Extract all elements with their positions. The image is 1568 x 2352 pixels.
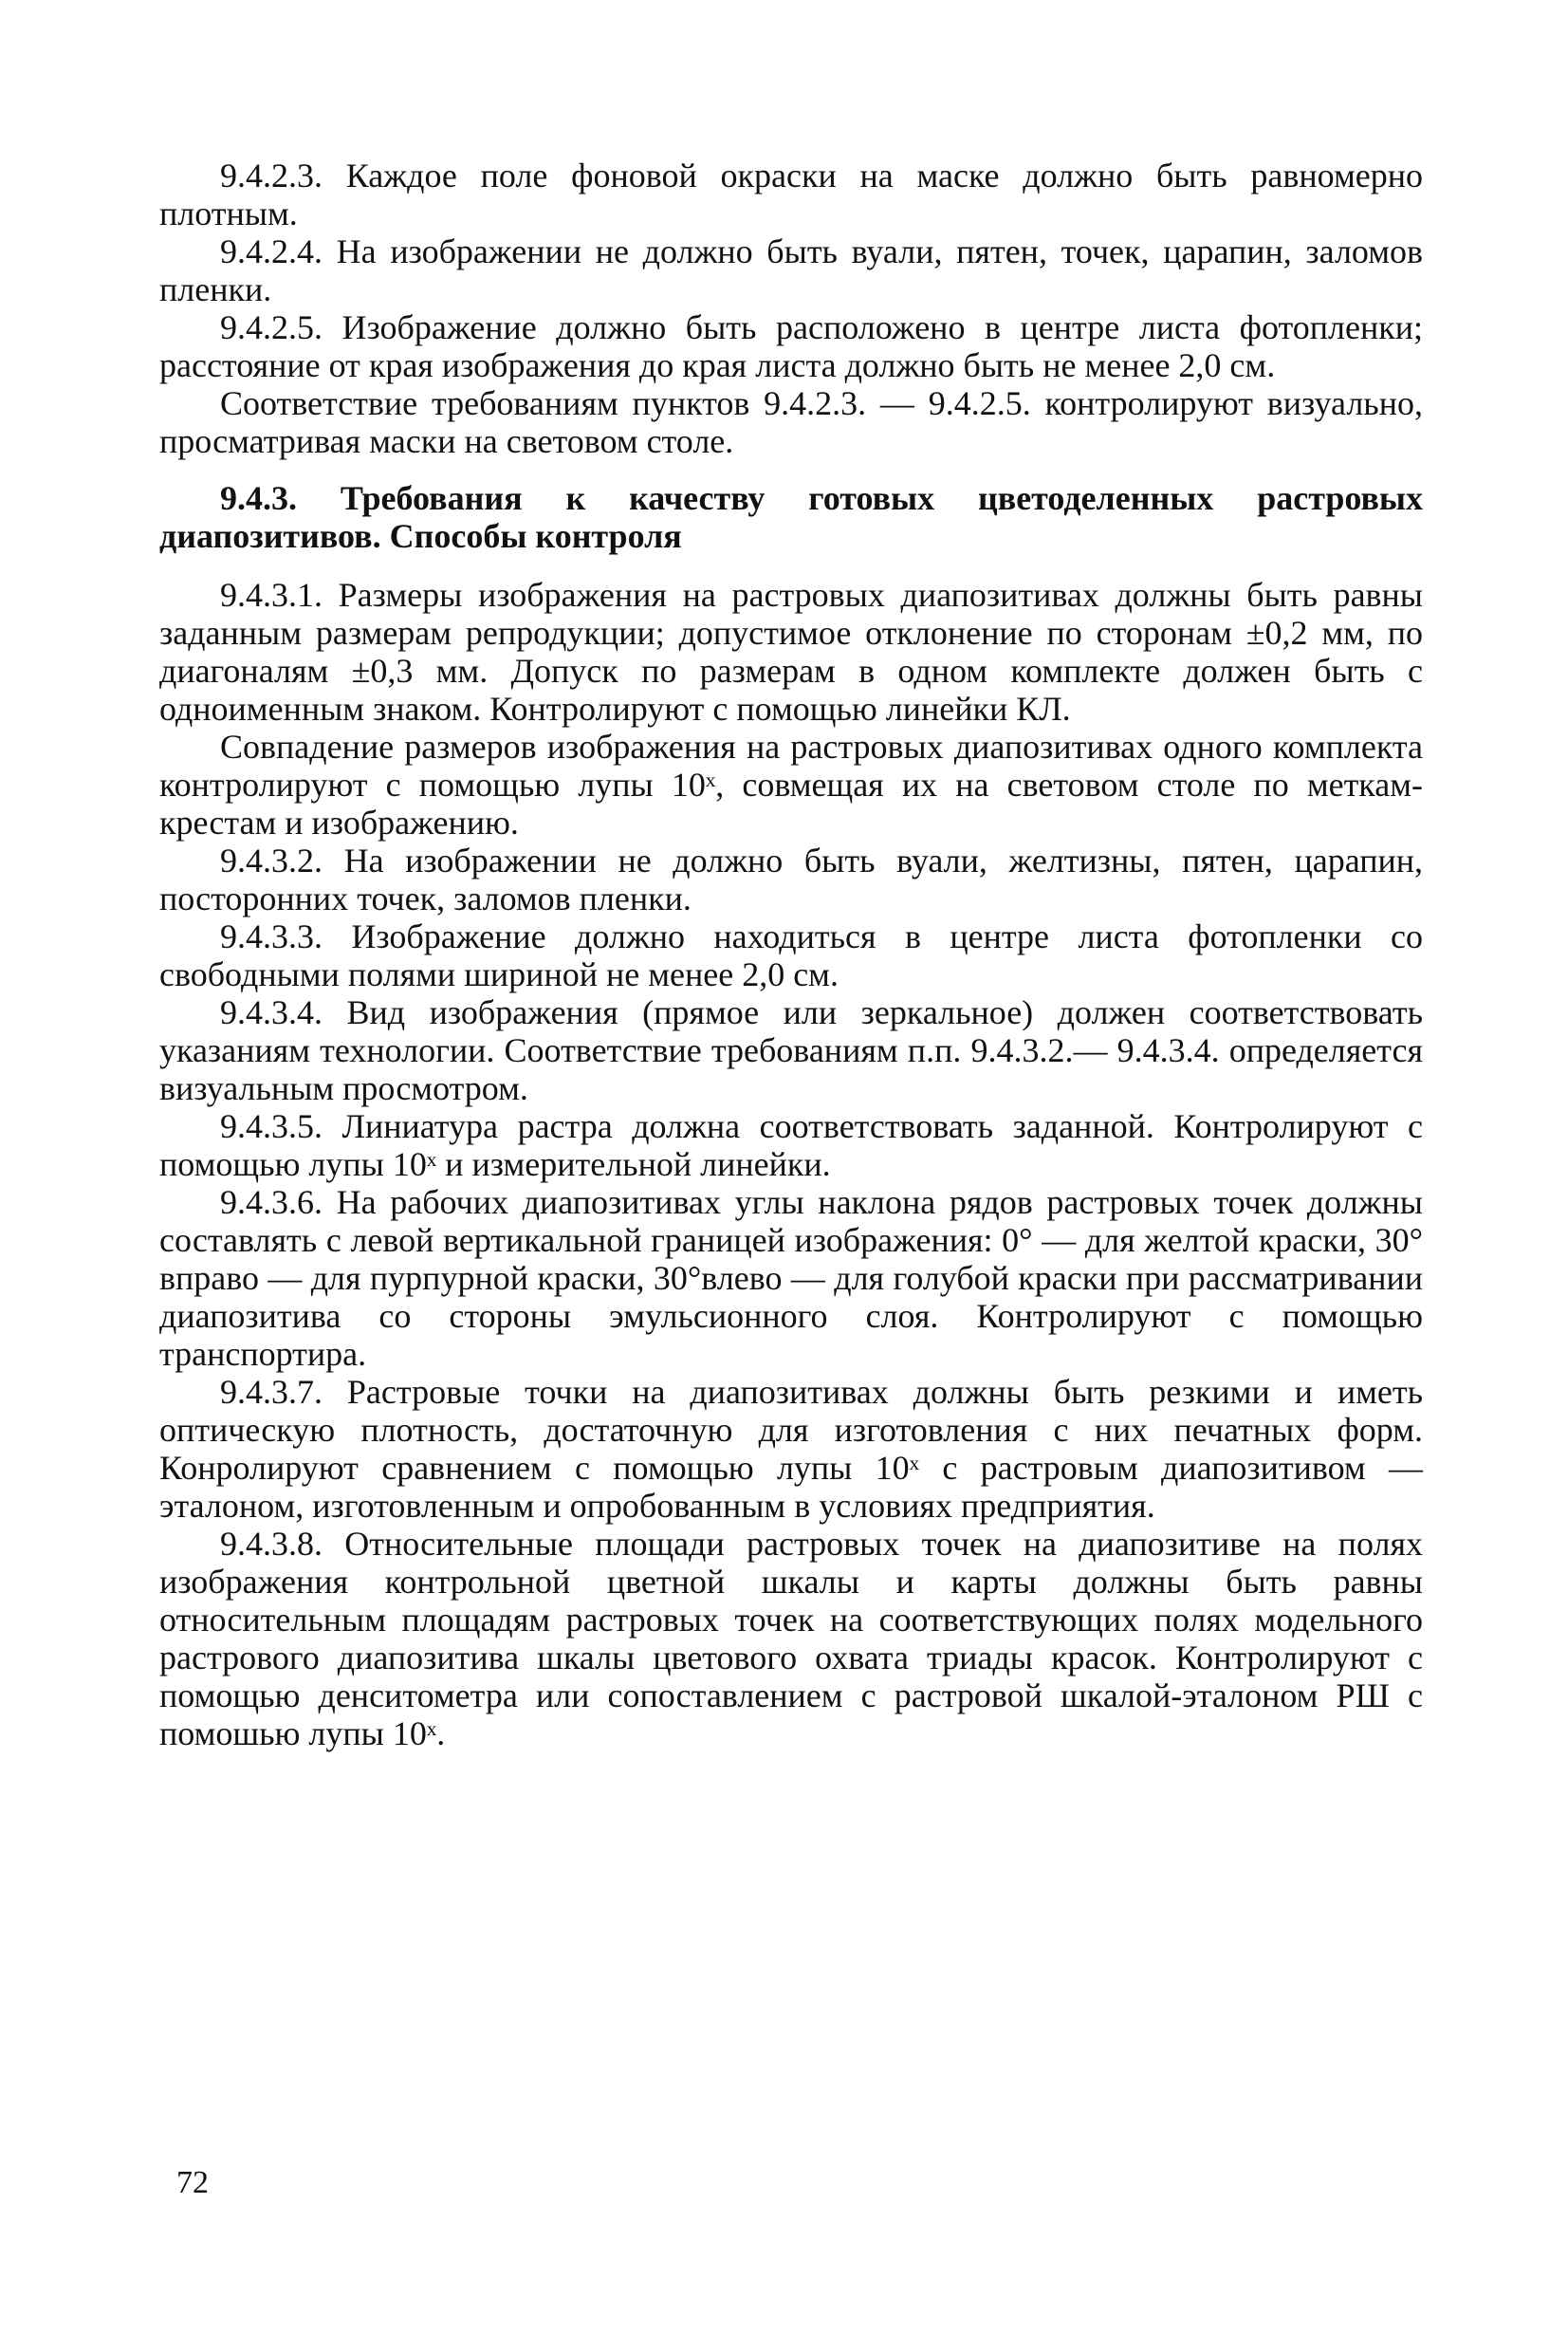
paragraph-9-4-3-6: 9.4.3.6. На рабочих диапозитивах углы наклона рядов растровых точек должны составлять с левой вертикальной границей изображения: 0° — для желтой краски, 30° вправо — для пурпурной краски, 30°влево — для голубой краски при рассматривании диапозитива со стороны эмульсионного слоя. Контролируют с помощью транспортира. <box>159 1183 1423 1373</box>
paragraph-9-4-3-5: 9.4.3.5. Линиатура растра должна соответствовать заданной. Контролируют с помощью лупы 10ˣ и измерительной линейки. <box>159 1107 1423 1183</box>
document-body <box>159 157 1423 1752</box>
page-number: 72 <box>176 2165 209 2200</box>
paragraph-9-4-2-5: 9.4.2.5. Изображение должно быть расположено в центре листа фотопленки; расстояние от края изображения до края листа должно быть не менее 2,0 см. <box>159 308 1423 384</box>
paragraph-9-4-3-3: 9.4.3.3. Изображение должно находиться в центре листа фотопленки со свободными полями шириной не менее 2,0 см. <box>159 917 1423 993</box>
paragraph-9-4-2-4: 9.4.2.4. На изображении не должно быть вуали, пятен, точек, царапин, заломов пленки. <box>159 232 1423 308</box>
paragraph-compliance-9-4-2: Соответствие требованиям пунктов 9.4.2.3. — 9.4.2.5. контролируют визуально, просматривая маски на световом столе. <box>159 384 1423 460</box>
paragraph-9-4-3-4: 9.4.3.4. Вид изображения (прямое или зеркальное) должен соответствовать указаниям технологии. Соответствие требованиям п.п. 9.4.3.2.— 9.4.3.4. определяется визуальным просмотром. <box>159 993 1423 1107</box>
section-heading-9-4-3: 9.4.3. Требования к качеству готовых цветоделенных растровых диапозитивов. Способы контроля <box>159 479 1423 555</box>
paragraph-9-4-3-7: 9.4.3.7. Растровые точки на диапозитивах должны быть резкими и иметь оптическую плотность, достаточную для изготовления с них печатных форм. Конролируют сравнением с помощью лупы 10ˣ с растровым диапозитивом — эталоном, изготовленным и опробованным в условиях предприятия. <box>159 1373 1423 1525</box>
paragraph-size-match: Совпадение размеров изображения на растровых диапозитивах одного комплекта контролируют с помощью лупы 10ˣ, совмещая их на световом столе по меткам-крестам и изображению. <box>159 728 1423 842</box>
paragraph-9-4-2-3: 9.4.2.3. Каждое поле фоновой окраски на маске должно быть равномерно плотным. <box>159 157 1423 232</box>
paragraph-9-4-3-8: 9.4.3.8. Относительные площади растровых точек на диапозитиве на полях изображения контрольной цветной шкалы и карты должны быть равны относительным площадям растровых точек на соответствующих полях модельного растрового диапозитива шкалы цветового охвата триады красок. Контролируют с помощью денситометра или сопоставлением с растровой шкалой-эталоном РШ с помошью лупы 10ˣ. <box>159 1525 1423 1752</box>
paragraph-9-4-3-1: 9.4.3.1. Размеры изображения на растровых диапозитивах должны быть равны заданным размерам репродукции; допустимое отклонение по сторонам ±0,2 мм, по диагоналям ±0,3 мм. Допуск по размерам в одном комплекте должен быть с одноименным знаком. Контролируют с помощью линейки КЛ. <box>159 576 1423 728</box>
paragraph-9-4-3-2: 9.4.3.2. На изображении не должно быть вуали, желтизны, пятен, царапин, посторонних точек, заломов пленки. <box>159 842 1423 917</box>
